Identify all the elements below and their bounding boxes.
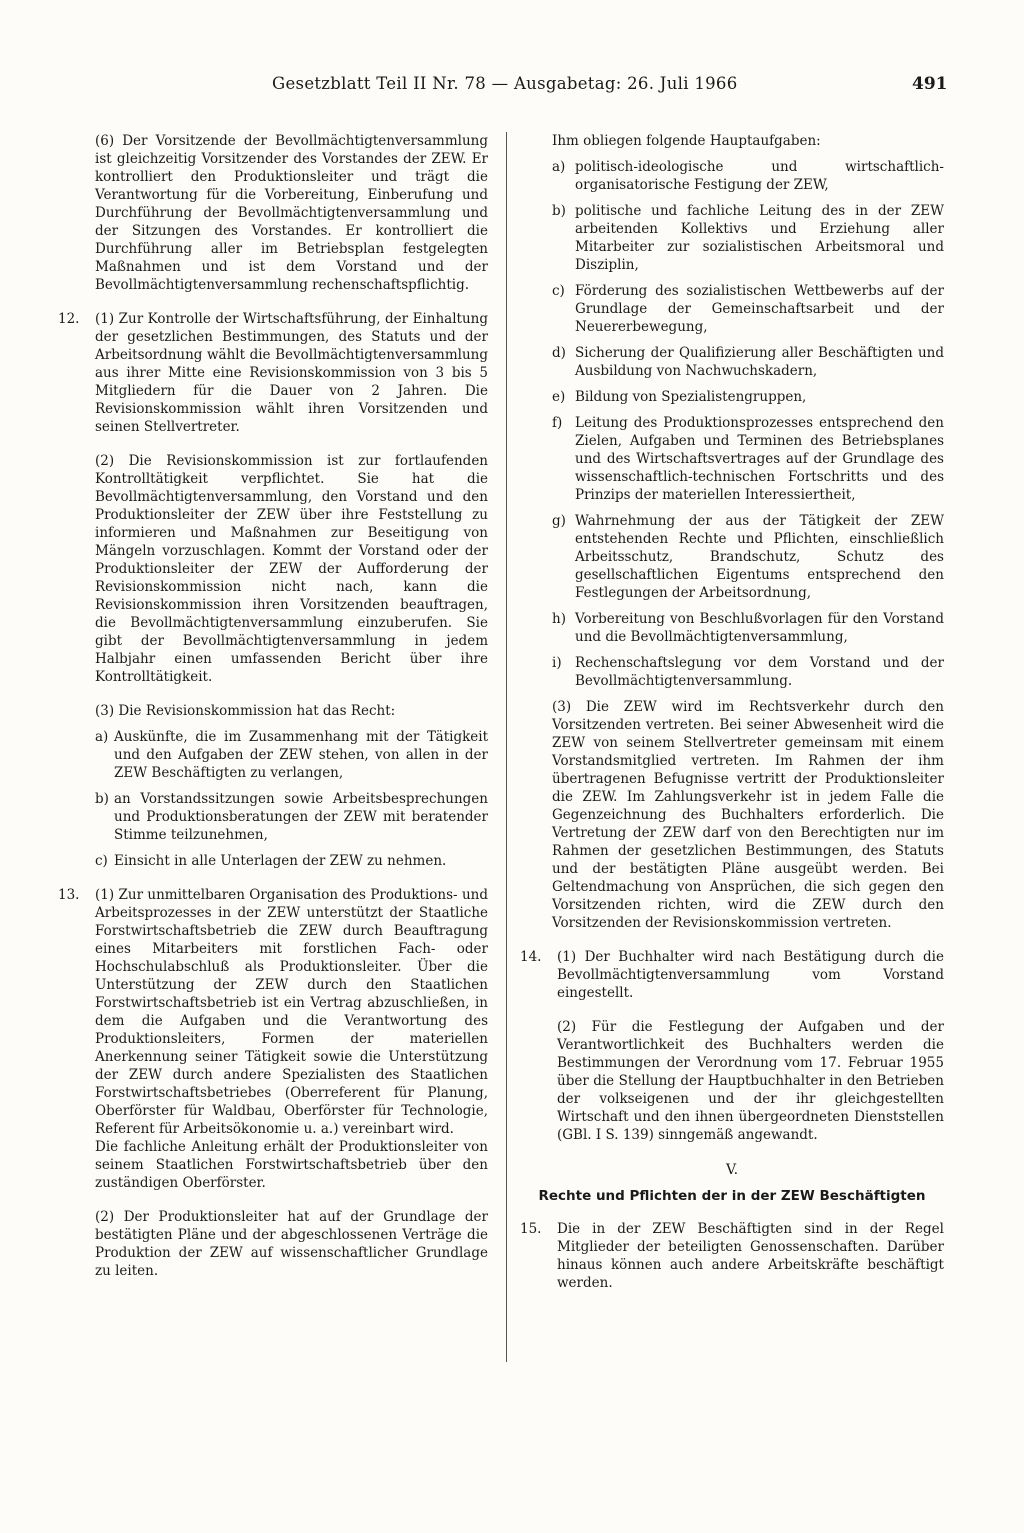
list-item-text: politisch-ideologische und wirtschaftlich-organisatorische Festigung der ZEW, bbox=[575, 159, 944, 193]
section-14 bbox=[520, 948, 944, 1144]
list-item bbox=[552, 202, 944, 274]
list-item bbox=[552, 414, 944, 504]
left-column bbox=[58, 132, 488, 1296]
list-item-label: d) bbox=[552, 345, 566, 361]
paragraph-text: (6) Der Vorsitzende der Bevollmächtigtenversammlung ist gleichzeitig Vorsitzender des Vorstandes der ZEW. Er kontrolliert den Produktionsleiter und trägt die Verantwortung für die Vorbereitung, Einberufung und Durchführung der Bevollmächtigtenversammlung und der Sitzungen des Vorstandes. Er kontrolliert die Durchführung aller im Betriebsplan festgelegten Maßnahmen und ist dem Vorstand und der Bevollmächtigtenversammlung rechenschaftspflichtig. bbox=[95, 133, 488, 293]
list-item-text: Auskünfte, die im Zusammenhang mit der Tätigkeit und den Aufgaben der ZEW stehen, von allen in der ZEW Beschäftigten zu verlangen, bbox=[114, 729, 488, 781]
paragraph-13-2: (2) Der Produktionsleiter hat auf der Grundlage der bestätigten Pläne und der abgeschlossenen Verträge die Produktion der ZEW auf wissenschaftlicher Grundlage zu leiten. bbox=[95, 1209, 488, 1279]
list-item-text: Förderung des sozialistischen Wettbewerbs auf der Grundlage der Gemeinschaftsarbeit und der Neuererbewegung, bbox=[575, 283, 944, 335]
list-item-text: Bildung von Spezialistengruppen, bbox=[575, 389, 807, 405]
tasks-intro: Ihm obliegen folgende Hauptaufgaben: bbox=[552, 133, 821, 149]
list-item-label: f) bbox=[552, 415, 563, 431]
list-item-text: Vorbereitung von Beschlußvorlagen für den Vorstand und die Bevollmächtigtenversammlung, bbox=[575, 611, 944, 645]
list-item bbox=[552, 388, 944, 406]
section-number: 12. bbox=[58, 311, 80, 327]
list-item bbox=[95, 852, 488, 870]
list-item bbox=[552, 344, 944, 380]
gazette-header-title: Gesetzblatt Teil II Nr. 78 — Ausgabetag: 26. Juli 1966 bbox=[272, 74, 738, 93]
list-item-label: g) bbox=[552, 513, 566, 529]
main-tasks bbox=[520, 132, 944, 932]
paragraph-15-1: Die in der ZEW Beschäftigten sind in der Regel Mitglieder der beteiligten Genossenschaften. Darüber hinaus können auch andere Arbeitskräfte beschäftigt werden. bbox=[557, 1221, 944, 1291]
section-number: 14. bbox=[520, 949, 542, 965]
paragraph-12-2: (2) Die Revisionskommission ist zur fortlaufenden Kontrolltätigkeit verpflichtet. Sie hat die Bevollmächtigtenversammlung, den Vorstand und den Produktionsleiter der ZEW über ihre Feststellung zu informieren und Maßnahmen zur Beseitigung von Mängeln vorzuschlagen. Kommt der Vorstand oder der Produktionsleiter der ZEW der Aufforderung der Revisionskommission nicht nach, kann die Revisionskommission ihren Vorsitzenden beauftragen, die Bevollmächtigtenversammlung einzuberufen. Sie gibt der Bevollmächtigtenversammlung in jedem Halbjahr einen umfassenden Bericht über ihre Kontrolltätigkeit. bbox=[95, 453, 488, 685]
revision-rights-list bbox=[95, 728, 488, 870]
list-item-label: b) bbox=[552, 203, 566, 219]
section-12 bbox=[58, 310, 488, 870]
section-number: 15. bbox=[520, 1221, 542, 1237]
list-item-text: Leitung des Produktionsprozesses entsprechend den Zielen, Aufgaben und Terminen des Betriebsplanes und des Wirtschaftsvertrages auf der Grundlage des wissenschaftlich-technischen Fortschritts und des Prinzips der materiellen Interessiertheit, bbox=[575, 415, 944, 503]
section-13 bbox=[58, 886, 488, 1280]
section-heading: Rechte und Pflichten der in der ZEW Beschäftigten bbox=[538, 1188, 926, 1204]
list-item-text: Rechenschaftslegung vor dem Vorstand und der Bevollmächtigtenversammlung. bbox=[575, 655, 944, 689]
list-item-label: e) bbox=[552, 389, 566, 405]
list-item-label: a) bbox=[95, 729, 109, 745]
paragraph-11-6 bbox=[58, 132, 488, 294]
list-item bbox=[552, 158, 944, 194]
list-item-label: a) bbox=[552, 159, 566, 175]
list-item-text: Sicherung der Qualifizierung aller Beschäftigten und Ausbildung von Nachwuchskadern, bbox=[575, 345, 944, 379]
paragraph-13-1: (1) Zur unmittelbaren Organisation des Produktions- und Arbeitsprozesses in der ZEW unterstützt der Staatliche Forstwirtschaftsbetrieb die ZEW durch Beauftragung eines Mitarbeiters mit forstlichen Fach- oder Hochschulabschluß als Produktionsleiter. Über die Unterstützung der ZEW durch den Staatlichen Forstwirtschaftsbetrieb ist ein Vertrag abzuschließen, in dem die Aufgaben und die Verantwortung des Produktionsleiters, Formen der materiellen Anerkennung seiner Tätigkeit sowie die Unterstützung der ZEW durch andere Spezialisten des Staatlichen Forstwirtschaftsbetriebes (Oberreferent für Planung, Oberförster für Waldbau, Oberförster für Technologie, Referent für Arbeitsökonomie u. a.) vereinbart wird. bbox=[95, 887, 488, 1137]
section-numeral: V. bbox=[725, 1162, 739, 1178]
paragraph-13-1b: Die fachliche Anleitung erhält der Produktionsleiter von seinem Staatlichen Forstwirtschaftsbetrieb über den zuständigen Oberförster. bbox=[95, 1139, 488, 1191]
list-item-text: politische und fachliche Leitung des in der ZEW arbeitenden Kollektivs und Erziehung aller Mitarbeiter zur sozialistischen Arbeitsmoral und Disziplin, bbox=[575, 203, 944, 273]
right-column bbox=[520, 132, 944, 1308]
list-item-label: c) bbox=[95, 853, 108, 869]
list-item-label: c) bbox=[552, 283, 565, 299]
section-number: 13. bbox=[58, 887, 80, 903]
list-item bbox=[552, 610, 944, 646]
list-item bbox=[552, 654, 944, 690]
paragraph-12-1: (1) Zur Kontrolle der Wirtschaftsführung, der Einhaltung der gesetzlichen Bestimmungen, des Statuts und der Arbeitsordnung wählt die Bevollmächtigtenversammlung aus ihrer Mitte eine Revisionskommission von 3 bis 5 Mitgliedern für die Dauer von 2 Jahren. Die Revisionskommission wählt ihren Vorsitzenden und seinen Stellvertreter. bbox=[95, 311, 488, 435]
tasks-list bbox=[552, 158, 944, 690]
paragraph-14-2: (2) Für die Festlegung der Aufgaben und der Verantwortlichkeit des Buchhalters werden die Bestimmungen der Verordnung vom 17. Februar 1955 über die Stellung der Hauptbuchhalter in den Betrieben der volkseigenen und der ihr gleichgestellten Wirtschaft und den ihnen übergeordneten Dienststellen (GBl. I S. 139) sinngemäß angewandt. bbox=[557, 1019, 944, 1143]
page-header bbox=[0, 74, 1024, 102]
paragraph-12-3: (3) Die Revisionskommission hat das Recht: bbox=[95, 703, 396, 719]
list-item bbox=[95, 728, 488, 782]
list-item-label: i) bbox=[552, 655, 562, 671]
section-15 bbox=[520, 1220, 944, 1292]
list-item bbox=[552, 512, 944, 602]
list-item-text: Wahrnehmung der aus der Tätigkeit der ZEW entstehenden Rechte und Pflichten, einschließlich Arbeitsschutz, Brandschutz, Schutz des gesellschaftlichen Eigentums entsprechend den Festlegungen der Arbeitsordnung, bbox=[575, 513, 944, 601]
paragraph-14-1: (1) Der Buchhalter wird nach Bestätigung durch die Bevollmächtigtenversammlung vom Vorstand eingestellt. bbox=[557, 949, 944, 1001]
paragraph-13-3: (3) Die ZEW wird im Rechtsverkehr durch den Vorsitzenden vertreten. Bei seiner Abwesenheit wird die ZEW von seinem Stellvertreter gemeinsam mit einem Vorstandsmitglied vertreten. Im Rahmen der ihm übertragenen Befugnisse vertritt der Produktionsleiter die ZEW. Im Zahlungsverkehr ist in jedem Falle die Gegenzeichnung des Buchhalters erforderlich. Die Vertretung der ZEW darf von den Berechtigten nur im Rahmen der gesetzlichen Bestimmungen, des Statuts und der bestätigten Pläne ausgeübt werden. Bei Geltendmachung von Ansprüchen, die sich gegen den Vorsitzenden richten, wird die ZEW durch den Vorsitzenden der Revisionskommission vertreten. bbox=[552, 699, 944, 931]
list-item-label: b) bbox=[95, 791, 109, 807]
page-number: 491 bbox=[912, 74, 948, 94]
list-item-text: Einsicht in alle Unterlagen der ZEW zu nehmen. bbox=[114, 853, 447, 869]
list-item bbox=[95, 790, 488, 844]
list-item-text: an Vorstandssitzungen sowie Arbeitsbesprechungen und Produktionsberatungen der ZEW mit beratender Stimme teilzunehmen, bbox=[114, 791, 488, 843]
list-item bbox=[552, 282, 944, 336]
list-item-label: h) bbox=[552, 611, 566, 627]
column-divider bbox=[506, 132, 507, 1362]
